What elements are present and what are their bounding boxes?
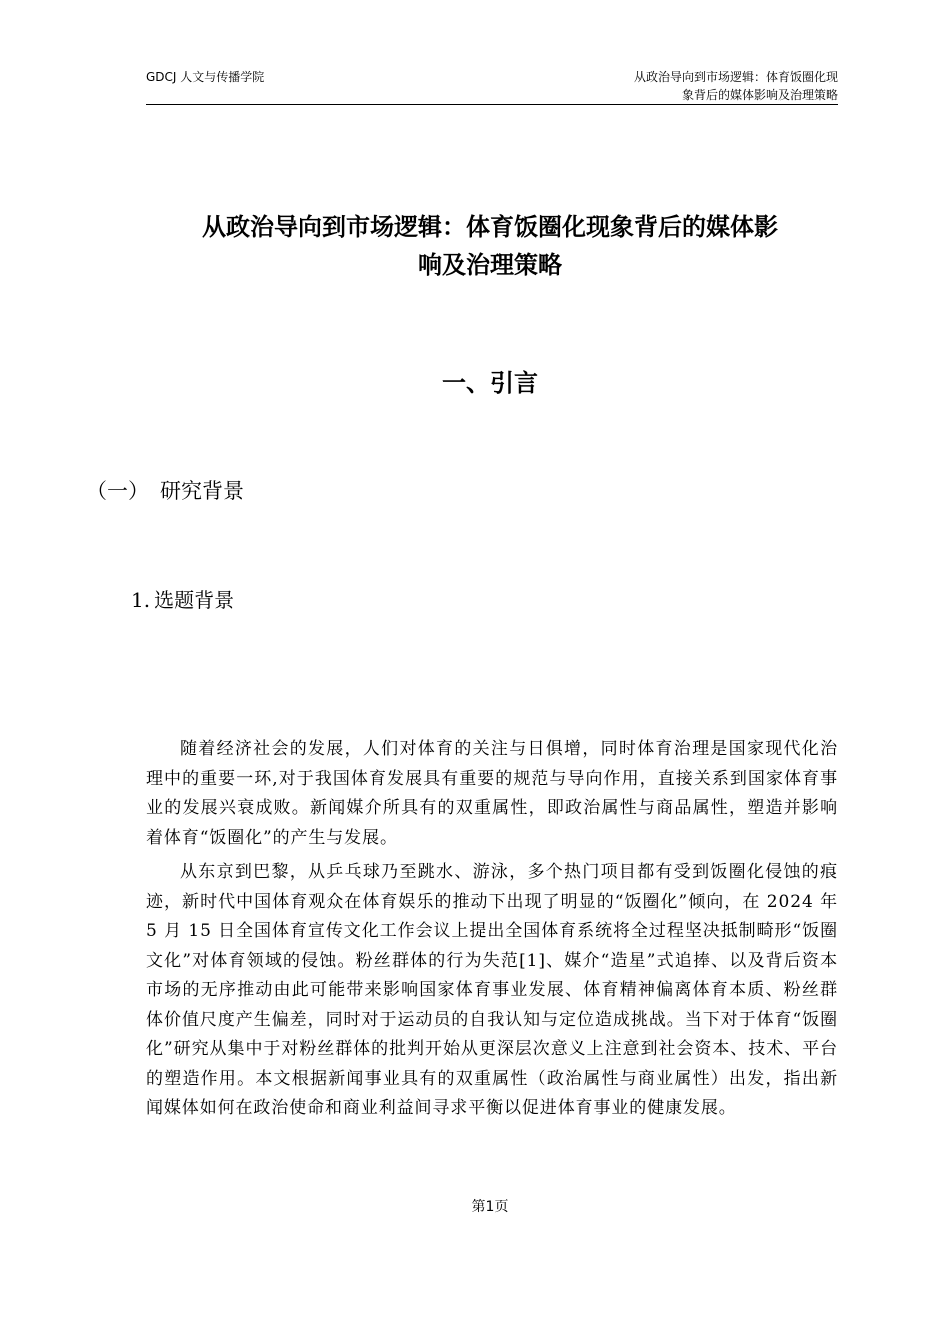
subsection-heading: [86, 476, 244, 506]
subsubsection-number: 1.: [131, 588, 151, 612]
subsection-number: （一）: [86, 479, 149, 503]
body-paragraph: 随着经济社会的发展，人们对体育的关注与日俱增，同时体育治理是国家现代化治理中的重要一环,对于我国体育发展具有重要的规范与导向作用，直接关系到国家体育事业的发展兴衰成败。新闻媒介所具有的双重属性，即政治属性与商品属性，塑造并影响着体育“饭圈化”的产生与发展。: [146, 739, 838, 848]
section-heading-introduction: 一、引言: [442, 369, 538, 397]
header-institution: GDCJ 人文与传播学院: [146, 70, 265, 84]
subsection-title: 研究背景: [160, 479, 244, 503]
body-paragraph: 从东京到巴黎，从乒乓球乃至跳水、游泳，多个热门项目都有受到饭圈化侵蚀的痕迹，新时代中国体育观众在体育娱乐的推动下出现了明显的“饭圈化”倾向，在 2024 年 5 月 15 日全国体育宣传文化工作会议上提出全国体育系统将全过程坚决抵制畸形“饭圈文化”对体育领域的侵蚀。粉丝群体的行为失范[1]、媒介“造星”式追捧、以及背后资本市场的无序推动由此可能带来影响国家体育事业发展、体育精神偏离体育本质、粉丝群体价值尺度产生偏差，同时对于运动员的自我认知与定位造成挑战。当下对于体育“饭圈化”研究从集中于对粉丝群体的批判开始从更深层次意义上注意到社会资本、技术、平台的塑造作用。本文根据新闻事业具有的双重属性（政治属性与商业属性）出发，指出新闻媒体如何在政治使命和商业利益间寻求平衡以促进体育事业的健康发展。: [146, 862, 838, 1118]
body-text: [146, 735, 838, 1129]
header-running-title: [578, 68, 838, 104]
page-number: 第1页: [471, 1199, 509, 1215]
subsubsection-heading: [131, 586, 234, 614]
page-header: [146, 67, 838, 105]
document-title: [140, 208, 840, 284]
document-title-line1: 从政治导向到市场逻辑：体育饭圈化现象背后的媒体影: [202, 213, 778, 241]
header-running-title-line1: 从政治导向到市场逻辑：体育饭圈化现: [633, 70, 838, 84]
document-title-line2: 响及治理策略: [418, 251, 562, 279]
subsubsection-title: 选题背景: [154, 588, 235, 612]
header-running-title-line2: 象背后的媒体影响及治理策略: [681, 88, 838, 102]
